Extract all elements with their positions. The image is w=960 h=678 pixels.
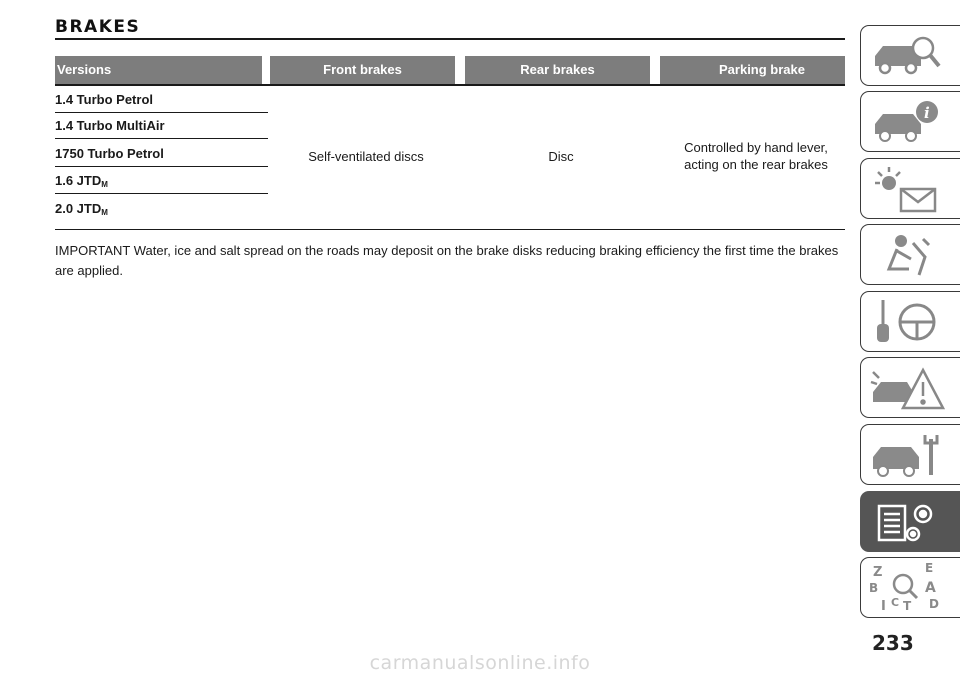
version-name: 2.0 JTD: [55, 201, 102, 216]
tab-car-search[interactable]: [860, 25, 960, 86]
tab-emergency[interactable]: [860, 357, 960, 418]
tab-car-info[interactable]: [860, 91, 960, 152]
version-name: 1.4 Turbo Petrol: [55, 92, 153, 107]
key-steering-wheel-icon: [867, 296, 947, 348]
svg-text:I: I: [881, 599, 886, 614]
car-search-icon: [867, 30, 947, 82]
specs-gears-icon: [867, 496, 947, 548]
version-row: [55, 87, 268, 113]
car-wrench-icon: [867, 429, 947, 481]
version-name: 1.6 JTD: [55, 173, 102, 188]
version-name: 1.4 Turbo MultiAir: [55, 118, 165, 133]
version-row: [55, 141, 268, 167]
airbag-seat-icon: [867, 229, 947, 281]
version-row: [55, 168, 268, 194]
title-rule: [55, 38, 845, 40]
tab-index[interactable]: [860, 557, 960, 618]
section-title: BRAKES: [55, 17, 141, 37]
alphabetical-index-icon: [867, 562, 947, 614]
page-number: 233: [872, 631, 914, 655]
header-parking-brake: Parking brake: [660, 56, 845, 84]
header-rear-brakes: Rear brakes: [465, 56, 650, 84]
svg-text:C: C: [891, 596, 900, 609]
svg-text:D: D: [929, 597, 939, 611]
svg-text:i: i: [924, 104, 930, 122]
car-crash-warning-icon: [867, 362, 947, 414]
watermark: carmanualsonline.info: [369, 652, 591, 674]
version-subscript: M: [101, 180, 108, 189]
parking-brake-line-2: acting on the rear brakes: [684, 157, 828, 172]
parking-brake-line-1: Controlled by hand lever,: [684, 140, 828, 155]
svg-text:T: T: [903, 599, 912, 613]
parking-brake-value: [660, 86, 852, 226]
warning-light-message-icon: [867, 163, 947, 215]
tab-starting-driving[interactable]: [860, 291, 960, 352]
svg-text:A: A: [925, 580, 936, 596]
car-info-icon: [867, 96, 947, 148]
tab-technical-specifications[interactable]: [860, 491, 960, 552]
tab-maintenance[interactable]: [860, 424, 960, 485]
version-row: [55, 196, 268, 222]
svg-text:B: B: [869, 581, 879, 595]
important-note: IMPORTANT Water, ice and salt spread on the roads may deposit on the brake disks reducing braking efficiency the first time the brakes are applied.: [55, 243, 839, 278]
header-versions: Versions: [55, 56, 262, 84]
table-bottom-rule: [55, 229, 845, 230]
front-brakes-value: Self-ventilated discs: [308, 148, 424, 164]
header-front-brakes: Front brakes: [270, 56, 455, 84]
svg-text:Z: Z: [873, 565, 883, 580]
svg-text:E: E: [925, 562, 934, 575]
version-row: [55, 113, 268, 139]
version-name: 1750 Turbo Petrol: [55, 146, 164, 161]
rear-brakes-value: Disc: [548, 148, 574, 164]
version-subscript: M: [101, 208, 108, 217]
tab-warning-lights[interactable]: [860, 158, 960, 219]
tab-safety[interactable]: [860, 224, 960, 285]
